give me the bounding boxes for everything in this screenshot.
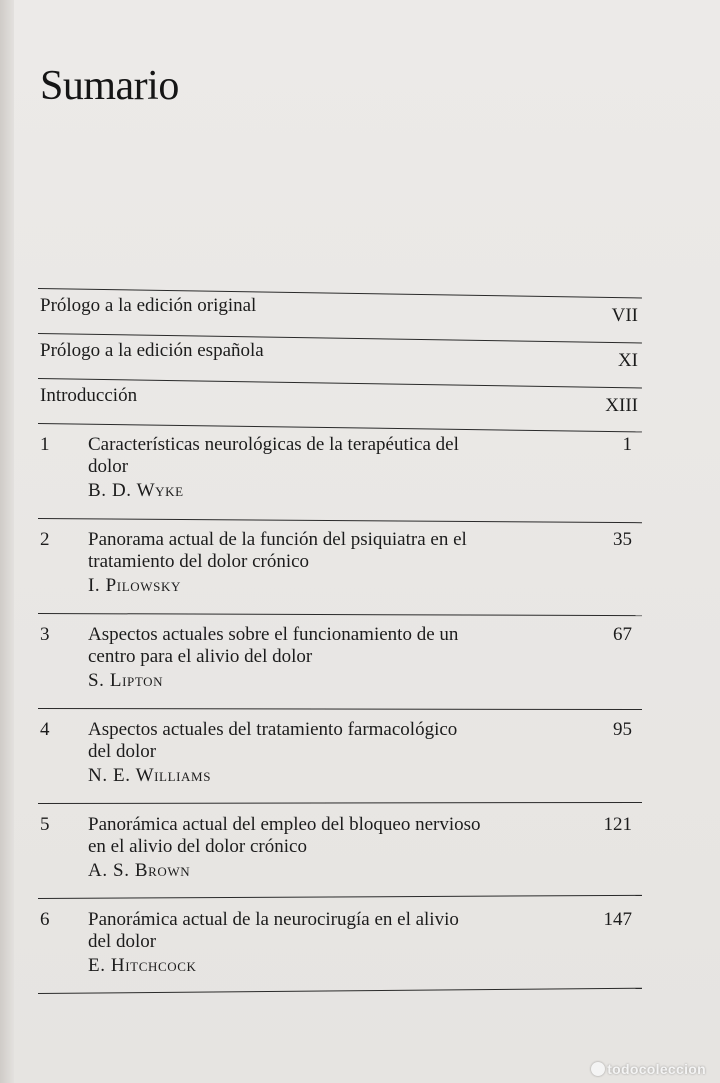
toc-entry-prologue-spanish [38, 334, 642, 378]
table-of-contents [38, 288, 642, 994]
chapter-title-line: Aspectos actuales del tratamiento farmacológico [88, 719, 458, 740]
chapter-page: 147 [603, 909, 632, 930]
page-edge-shadow [0, 0, 14, 1083]
chapter-author: E. Hitchcock [88, 955, 197, 976]
chapter-title-line: Panorámica actual de la neurocirugía en el alivio [88, 909, 459, 930]
chapter-number: 5 [40, 814, 50, 835]
chapter-title-line: Aspectos actuales sobre el funcionamiento de un [88, 624, 459, 645]
toc-entry-prologue-original [38, 289, 642, 333]
chapter-author: B. D. Wyke [88, 480, 184, 501]
watermark-text: todocoleccion [607, 1061, 706, 1077]
chapter-author: A. S. Brown [88, 860, 191, 881]
chapter-author: S. Lipton [88, 670, 164, 691]
chapter-number: 1 [40, 434, 50, 455]
watermark [591, 1061, 706, 1077]
chapter-title-line: Características neurológicas de la terapéutica del [88, 434, 459, 455]
toc-entry-chapter-6 [38, 899, 642, 993]
chapter-title-line: en el alivio del dolor crónico [88, 836, 307, 857]
chapter-author: I. Pilowsky [88, 575, 181, 596]
chapter-number: 3 [40, 624, 50, 645]
toc-entry-chapter-5 [38, 804, 642, 898]
entry-page: XI [617, 350, 638, 371]
chapter-page: 95 [613, 719, 632, 740]
chapter-number: 4 [40, 719, 50, 740]
chapter-page: 121 [603, 814, 632, 835]
entry-page: VII [611, 305, 638, 326]
toc-entry-chapter-1 [38, 424, 642, 518]
watermark-logo-icon [591, 1062, 605, 1076]
chapter-page: 35 [613, 529, 632, 550]
entry-label: Introducción [40, 385, 138, 406]
chapter-title-line: dolor [88, 456, 129, 477]
chapter-title-line: tratamiento del dolor crónico [88, 551, 310, 572]
chapter-title-line: Panorámica actual del empleo del bloqueo nervioso [88, 814, 481, 835]
chapter-number: 2 [40, 529, 50, 550]
toc-entry-chapter-4 [38, 709, 642, 803]
toc-entry-chapter-3 [38, 614, 642, 708]
entry-label: Prólogo a la edición española [40, 340, 264, 361]
chapter-page: 1 [622, 434, 632, 455]
chapter-title-line: del dolor [88, 931, 157, 952]
chapter-title-line: centro para el alivio del dolor [88, 646, 313, 667]
chapter-title-line: del dolor [88, 741, 157, 762]
chapter-title-line: Panorama actual de la función del psiquiatra en el [88, 529, 467, 550]
entry-label: Prólogo a la edición original [40, 295, 257, 316]
chapter-author: N. E. Williams [88, 765, 212, 786]
toc-entry-chapter-2 [38, 519, 642, 613]
page-title: Sumario [40, 63, 179, 109]
entry-page: XIII [605, 395, 638, 416]
toc-entry-introduction [38, 379, 642, 423]
chapter-page: 67 [613, 624, 632, 645]
chapter-number: 6 [40, 909, 50, 930]
